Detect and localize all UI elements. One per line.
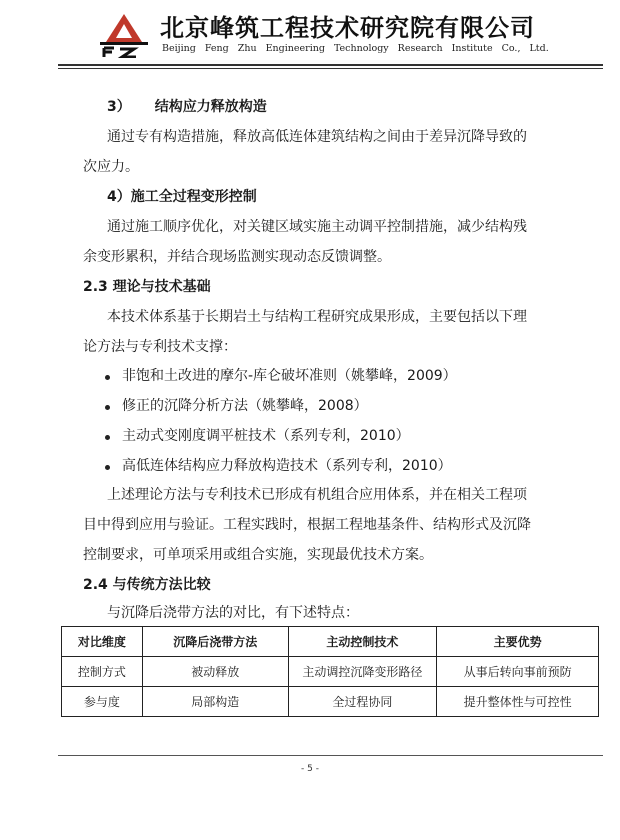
table-header-cell: 对比维度 [62, 627, 143, 657]
page-number: - 5 - [301, 764, 319, 774]
list-item: 主动式变刚度调平桩技术（系列专利，2010） [122, 428, 410, 444]
list-item: 修正的沉降分析方法（姚攀峰，2008） [122, 398, 368, 414]
table-cell: 控制方式 [62, 657, 143, 687]
section-2-4-heading: 2.4 与传统方法比较 [83, 577, 211, 593]
page-header [0, 0, 620, 64]
list-item: 非饱和土改进的摩尔-库仑破坏准则（姚攀峰，2009） [122, 368, 457, 384]
bullet-icon [105, 435, 110, 440]
bullet-icon [105, 405, 110, 410]
footer-rule [58, 755, 603, 756]
table-row [62, 657, 599, 687]
paragraph-line: 上述理论方法与专利技术已形成有机组合应用体系，并在相关工程项 [107, 487, 527, 503]
table-header-row [62, 627, 599, 657]
section-2-3-heading: 2.3 理论与技术基础 [83, 279, 211, 295]
list-item: 高低连体结构应力释放构造技术（系列专利，2010） [122, 458, 452, 474]
company-name-en: Beijing Feng Zhu Engineering Technology Research Institute Co., Ltd. [162, 43, 549, 54]
section-4-heading: 4）施工全过程变形控制 [107, 189, 257, 205]
paragraph-line: 通过专有构造措施，释放高低连体建筑结构之间由于差异沉降导致的 [107, 129, 527, 145]
section-3-number: 3） [107, 99, 131, 115]
paragraph-line: 余变形累积，并结合现场监测实现动态反馈调整。 [83, 249, 391, 265]
paragraph-line: 论方法与专利技术支撑： [83, 339, 237, 355]
comparison-table [61, 626, 599, 717]
paragraph-line: 目中得到应用与验证。工程实践时，根据工程地基条件、结构形式及沉降 [83, 517, 531, 533]
table-row [62, 687, 599, 717]
paragraph-line: 次应力。 [83, 159, 139, 175]
bullet-icon [105, 375, 110, 380]
table-cell: 局部构造 [142, 687, 288, 717]
table-cell: 全过程协同 [288, 687, 437, 717]
header-rule [58, 64, 603, 66]
paragraph-line: 通过施工顺序优化，对关键区域实施主动调平控制措施，减少结构残 [107, 219, 527, 235]
paragraph-line: 与沉降后浇带方法的对比，有下述特点： [107, 605, 359, 621]
table-header-cell: 沉降后浇带方法 [142, 627, 288, 657]
bullet-icon [105, 465, 110, 470]
company-name-cn: 北京峰筑工程技术研究院有限公司 [160, 14, 535, 42]
table-cell: 参与度 [62, 687, 143, 717]
section-3-title: 结构应力释放构造 [154, 99, 267, 115]
table-header-cell: 主动控制技术 [288, 627, 437, 657]
table-cell: 提升整体性与可控性 [437, 687, 599, 717]
paragraph-line: 本技术体系基于长期岩土与结构工程研究成果形成，主要包括以下理 [107, 309, 527, 325]
section-3-heading [107, 97, 267, 117]
company-logo-icon [96, 12, 152, 58]
table-cell: 从事后转向事前预防 [437, 657, 599, 687]
table-header-cell: 主要优势 [437, 627, 599, 657]
table-cell: 被动释放 [142, 657, 288, 687]
paragraph-line: 控制要求，可单项采用或组合实施，实现最优技术方案。 [83, 547, 433, 563]
table-cell: 主动调控沉降变形路径 [288, 657, 437, 687]
header-rule-thin [58, 68, 603, 69]
